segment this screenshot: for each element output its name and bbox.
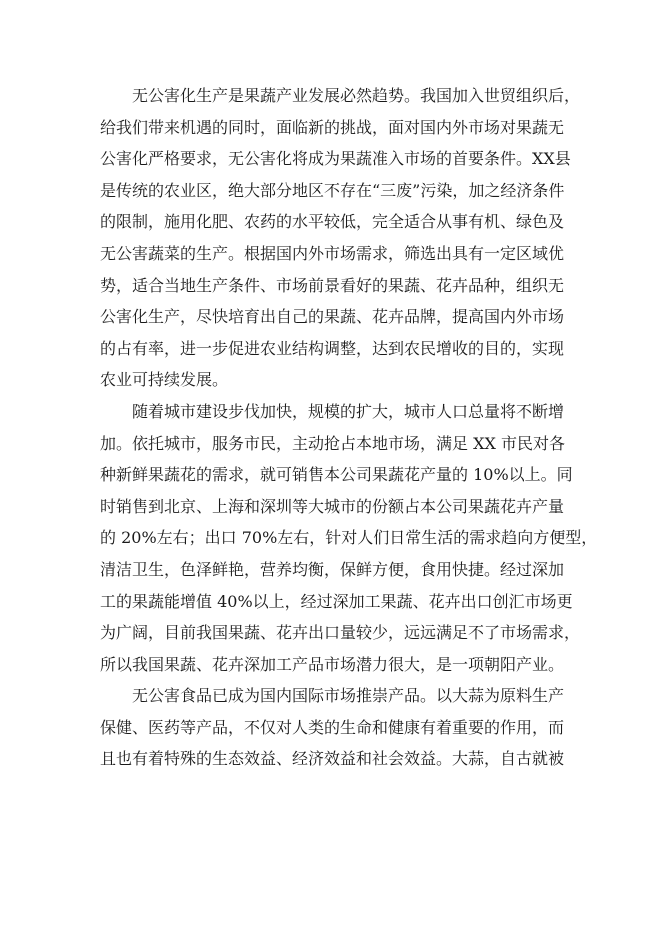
- paragraph-1-line-4: 是传统的农业区，绝大部分地区不存在“三废”污染，加之经济条件: [100, 180, 565, 200]
- paragraph-1-line-9: 的占有率，进一步促进农业结构调整，达到农民增收的目的，实现: [100, 338, 565, 358]
- paragraph-3-line-3: 且也有着特殊的生态效益、经济效益和社会效益。大蒜，自古就被: [100, 749, 565, 769]
- paragraph-1-line-7: 势，适合当地生产条件、市场前景看好的果蔬、花卉品种，组织无: [100, 275, 565, 295]
- paragraph-1-line-2: 给我们带来机遇的同时，面临新的挑战，面对国内外市场对果蔬无: [100, 117, 565, 137]
- paragraph-3-line-2: 保健、医药等产品，不仅对人类的生命和健康有着重要的作用，而: [100, 717, 565, 737]
- paragraph-2-line-3: 种新鲜果蔬花的需求，就可销售本公司果蔬花产量的 10%以上。同: [100, 465, 573, 485]
- paragraph-1-line-8: 公害化生产，尽快培育出自己的果蔬、花卉品牌，提高国内外市场: [100, 307, 565, 327]
- paragraph-2-line-2: 加。依托城市，服务市民，主动抢占本地市场，满足 XX 市民对各: [100, 433, 565, 453]
- paragraph-2-line-8: 为广阔，目前我国果蔬、花卉出口量较少，远远满足不了市场需求，: [100, 623, 581, 643]
- paragraph-2-line-5: 的 20%左右；出口 70%左右，针对人们日常生活的需求趋向方便型，: [100, 528, 598, 548]
- paragraph-1-line-3: 公害化严格要求，无公害化将成为果蔬准入市场的首要条件。XX县: [100, 149, 571, 169]
- paragraph-2-line-6: 清洁卫生，色泽鲜艳，营养均衡，保鲜方便，食用快捷。经过深加: [100, 559, 565, 579]
- paragraph-1-line-1: 无公害化生产是果蔬产业发展必然趋势。我国加入世贸组织后，: [132, 86, 581, 105]
- paragraph-1-line-10: 农业可持续发展。: [100, 370, 229, 390]
- paragraph-1-line-6: 无公害蔬菜的生产。根据国内外市场需求，筛选出具有一定区域优: [100, 243, 565, 263]
- paragraph-2-line-4: 时销售到北京、上海和深圳等大城市的份额占本公司果蔬花卉产量: [100, 496, 565, 516]
- paragraph-2-line-9: 所以我国果蔬、花卉深加工产品市场潜力很大，是一项朝阳产业。: [100, 654, 565, 674]
- paragraph-3-line-1: 无公害食品已成为国内国际市场推崇产品。以大蒜为原料生产: [132, 686, 565, 706]
- paragraph-2-line-1: 随着城市建设步伐加快，规模的扩大，城市人口总量将不断增: [132, 401, 565, 421]
- paragraph-2-line-7: 工的果蔬能增值 40%以上，经过深加工果蔬、花卉出口创汇市场更: [100, 591, 573, 611]
- paragraph-1-line-5: 的限制，施用化肥、农药的水平较低，完全适合从事有机、绿色及: [100, 212, 565, 232]
- body-text: [100, 80, 598, 775]
